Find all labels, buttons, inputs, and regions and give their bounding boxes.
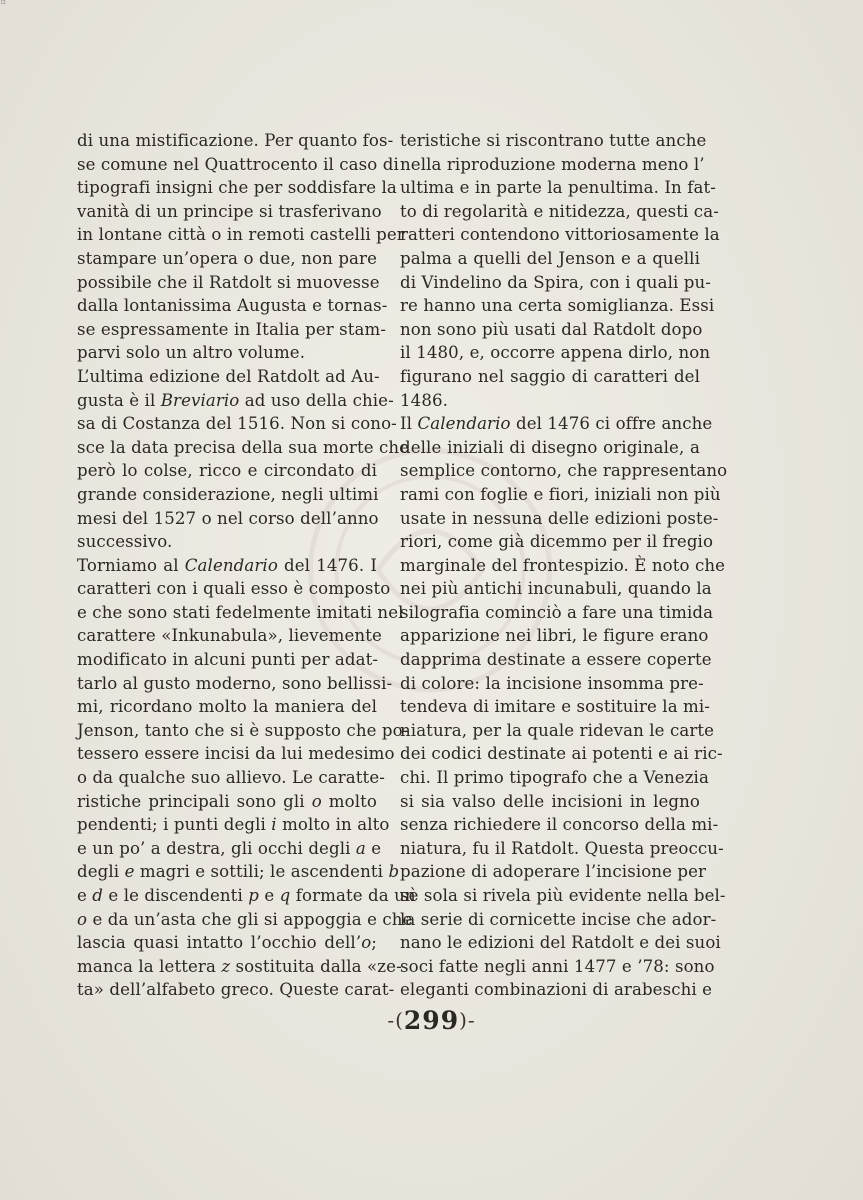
line-text: senza richiedere il concorso della mi- bbox=[400, 815, 719, 835]
text-line bbox=[400, 813, 719, 837]
text-line bbox=[400, 530, 714, 554]
line-text: successivo. bbox=[77, 532, 173, 552]
line-text: delle iniziali di disegno originale, a bbox=[400, 437, 700, 457]
text-line bbox=[77, 837, 382, 861]
line-text: molto in alto bbox=[276, 815, 390, 835]
left-text-column bbox=[77, 129, 416, 1002]
text-line bbox=[77, 223, 405, 247]
folio-left-ornament: -( bbox=[387, 1008, 404, 1032]
line-text: e che sono stati fedelmente imitati nel bbox=[77, 602, 404, 622]
line-text: se comune nel Quattrocento il caso di bbox=[77, 154, 399, 174]
italic-text: b bbox=[388, 862, 400, 882]
line-text: pazione di adoperare l’incisione per bbox=[400, 862, 707, 882]
italic-text: q bbox=[279, 886, 291, 905]
text-line bbox=[77, 601, 404, 625]
line-text: tessero essere incisi da lui medesimo bbox=[77, 744, 395, 764]
line-text: nano le edizioni del Ratdolt e dei suoi bbox=[400, 933, 721, 953]
line-text: modificato in alcuni punti per adat- bbox=[77, 650, 379, 670]
text-line bbox=[400, 601, 714, 625]
folio-right-ornament: )- bbox=[459, 1008, 476, 1032]
line-text: vanità di un principe si trasferivano bbox=[77, 201, 382, 221]
line-text: mi, ricordano molto la maniera del bbox=[77, 697, 377, 717]
line-text: del 1476 ci offre anche bbox=[510, 414, 713, 434]
line-text: in lontane città o in remoti castelli per bbox=[77, 225, 405, 245]
line-text: di una mistificazione. Per quanto fos- bbox=[77, 131, 394, 150]
text-line bbox=[400, 153, 705, 177]
text-line bbox=[400, 554, 726, 578]
line-text: stampare un’opera o due, non pare bbox=[77, 248, 377, 268]
text-line bbox=[400, 412, 713, 436]
italic-text: Calendario bbox=[184, 555, 278, 575]
text-line bbox=[77, 719, 409, 743]
text-line bbox=[400, 766, 709, 790]
line-text: figurano nel saggio di caratteri del bbox=[400, 366, 700, 386]
italic-text: o bbox=[311, 791, 322, 811]
text-line bbox=[400, 129, 707, 153]
line-text: to di regolarità e nitidezza, questi ca- bbox=[400, 201, 719, 221]
text-line bbox=[77, 271, 380, 295]
text-line bbox=[400, 624, 709, 648]
line-text: nella riproduzione moderna meno l’ bbox=[400, 154, 705, 174]
line-text: sè sola si rivela più evidente nella bel- bbox=[400, 886, 726, 905]
line-text: rami con foglie e fiori, iniziali non più bbox=[400, 484, 721, 504]
line-text: molto bbox=[321, 791, 377, 811]
line-text: e un po’ a destra, gli occhi degli bbox=[77, 838, 356, 858]
line-text: ta» dell’alfabeto greco. Queste carat- bbox=[77, 980, 395, 1000]
line-text: del 1476. I bbox=[277, 555, 377, 575]
line-text: formate da un bbox=[290, 886, 416, 905]
line-text: non sono più usati dal Ratdolt dopo bbox=[400, 319, 703, 339]
text-line bbox=[77, 389, 394, 413]
text-line bbox=[400, 223, 720, 247]
italic-text: i bbox=[271, 815, 277, 835]
line-text: possibile che il Ratdolt si muovesse bbox=[77, 272, 380, 292]
text-line bbox=[77, 459, 377, 483]
line-text: sostituita dalla «ze- bbox=[230, 956, 402, 976]
line-text: apparizione nei libri, le figure erano bbox=[400, 626, 709, 646]
line-text: di Vindelino da Spira, con i quali pu- bbox=[400, 272, 711, 292]
line-text: semplice contorno, che rappresentano bbox=[400, 461, 728, 481]
text-line bbox=[77, 318, 387, 342]
text-line bbox=[400, 200, 719, 224]
line-text: parvi solo un altro volume. bbox=[77, 343, 306, 363]
line-text: chi. Il primo tipografo che a Venezia bbox=[400, 768, 709, 788]
line-text: gusta è il bbox=[77, 390, 161, 410]
text-line bbox=[77, 341, 377, 365]
line-text: tendeva di imitare e sostituire la mi- bbox=[400, 697, 711, 717]
italic-text: d bbox=[92, 886, 104, 905]
line-text: sce la data precisa della sua morte che bbox=[77, 437, 410, 457]
italic-text: Breviario bbox=[160, 390, 240, 410]
text-line bbox=[77, 955, 402, 979]
line-text: però lo colse, ricco e circondato di bbox=[77, 461, 377, 481]
text-line bbox=[77, 129, 394, 153]
line-text: ultima e in parte la penultima. In fat- bbox=[400, 178, 716, 198]
line-text: magri e sottili; le ascendenti bbox=[134, 862, 389, 882]
line-text: 1486. bbox=[400, 390, 449, 410]
text-line bbox=[77, 648, 377, 672]
text-line bbox=[77, 294, 388, 318]
text-line bbox=[400, 483, 721, 507]
text-line bbox=[400, 790, 700, 814]
folio-number: 299 bbox=[403, 1006, 460, 1035]
line-text: ad uso della chie- bbox=[239, 390, 394, 410]
text-line bbox=[77, 884, 416, 908]
text-line bbox=[77, 908, 413, 932]
text-line bbox=[77, 672, 393, 696]
right-text-column bbox=[400, 129, 728, 1002]
line-text: nei più antichi incunabuli, quando la bbox=[400, 579, 712, 599]
text-line bbox=[400, 648, 712, 672]
text-line bbox=[77, 766, 385, 790]
line-text: dapprima destinate a essere coperte bbox=[400, 650, 712, 670]
line-text: e le discendenti bbox=[103, 886, 249, 905]
italic-text: a bbox=[355, 838, 366, 858]
line-text: pendenti; i punti degli bbox=[77, 815, 272, 835]
text-line bbox=[400, 742, 723, 766]
text-line bbox=[77, 507, 377, 531]
text-line bbox=[77, 790, 377, 814]
text-line bbox=[400, 978, 713, 1002]
line-text: teristiche si riscontrano tutte anche bbox=[400, 131, 707, 150]
text-line bbox=[77, 200, 382, 224]
line-text: o da qualche suo allievo. Le caratte- bbox=[77, 768, 385, 788]
text-line bbox=[77, 813, 390, 837]
text-line bbox=[400, 507, 719, 531]
text-line bbox=[77, 483, 377, 507]
line-text: tipografi insigni che per soddisfare la bbox=[77, 178, 397, 198]
line-text: eleganti combinazioni di arabeschi e bbox=[400, 980, 713, 1000]
text-line bbox=[400, 271, 711, 295]
text-line bbox=[77, 365, 380, 389]
text-line bbox=[400, 837, 724, 861]
text-line bbox=[400, 389, 700, 413]
line-text: degli bbox=[77, 862, 125, 882]
text-line bbox=[400, 294, 715, 318]
text-line bbox=[77, 695, 377, 719]
line-text: di colore: la incisione insomma pre- bbox=[400, 673, 704, 693]
text-line bbox=[77, 247, 377, 271]
corner-mark: ☐ bbox=[1, 0, 6, 6]
text-line bbox=[400, 365, 700, 389]
line-text: tarlo al gusto moderno, sono bellissi- bbox=[77, 673, 393, 693]
line-text: si sia valso delle incisioni in legno bbox=[400, 791, 700, 811]
line-text: Il bbox=[400, 414, 418, 434]
line-text: silografia cominciò a fare una timida bbox=[400, 602, 714, 622]
line-text: usate in nessuna delle edizioni poste- bbox=[400, 508, 719, 528]
text-line bbox=[77, 978, 395, 1002]
line-text: sa di Costanza del 1516. Non si cono- bbox=[77, 414, 397, 434]
text-line bbox=[77, 436, 410, 460]
text-line bbox=[400, 318, 703, 342]
line-text: ristiche principali sono gli bbox=[77, 791, 312, 811]
italic-text: p bbox=[248, 886, 259, 905]
text-line bbox=[77, 577, 391, 601]
text-line bbox=[400, 955, 715, 979]
line-text: Jenson, tanto che si è supposto che po- bbox=[77, 720, 409, 740]
line-text: Torniamo al bbox=[77, 555, 185, 575]
text-line bbox=[400, 247, 700, 271]
line-text: palma a quelli del Jenson e a quelli bbox=[400, 248, 700, 268]
text-line bbox=[400, 931, 721, 955]
text-line bbox=[400, 436, 700, 460]
text-line bbox=[400, 341, 711, 365]
text-line bbox=[77, 554, 377, 578]
italic-text: Calendario bbox=[417, 414, 511, 434]
line-text: dalla lontanissima Augusta e tornas- bbox=[77, 296, 388, 316]
text-line bbox=[400, 884, 726, 908]
text-line bbox=[77, 624, 382, 648]
line-text: ; bbox=[371, 933, 377, 953]
line-text: mesi del 1527 o nel corso dell’anno bbox=[77, 508, 379, 528]
line-text: caratteri con i quali esso è composto bbox=[77, 579, 391, 599]
italic-text: o bbox=[361, 933, 372, 953]
text-line bbox=[400, 672, 704, 696]
text-line bbox=[400, 908, 717, 932]
line-text: riori, come già dicemmo per il fregio bbox=[400, 532, 714, 552]
page-number bbox=[0, 1006, 863, 1035]
line-text: re hanno una certa somiglianza. Essi bbox=[400, 296, 715, 316]
line-text: la serie di cornicette incise che ador- bbox=[400, 909, 717, 929]
text-line bbox=[400, 577, 712, 601]
line-text: e bbox=[77, 886, 93, 905]
line-text: L’ultima edizione del Ratdolt ad Au- bbox=[77, 366, 380, 386]
line-text: soci fatte negli anni 1477 e ’78: sono bbox=[400, 956, 715, 976]
text-line bbox=[400, 459, 728, 483]
line-text: niatura, per la quale ridevan le carte bbox=[400, 720, 715, 740]
text-line bbox=[77, 530, 377, 554]
line-text: e bbox=[258, 886, 280, 905]
text-line bbox=[77, 176, 397, 200]
italic-text: o bbox=[77, 909, 88, 929]
line-text: carattere «Inkunabula», lievemente bbox=[77, 626, 382, 646]
text-line bbox=[77, 931, 377, 955]
line-text: niatura, fu il Ratdolt. Questa preoccu- bbox=[400, 838, 724, 858]
line-text: marginale del frontespizio. È noto che bbox=[400, 555, 726, 575]
line-text: se espressamente in Italia per stam- bbox=[77, 319, 387, 339]
text-line bbox=[400, 176, 716, 200]
line-text: manca la lettera bbox=[77, 956, 222, 976]
text-line bbox=[400, 695, 711, 719]
line-text: il 1480, e, occorre appena dirlo, non bbox=[400, 343, 711, 363]
italic-text: z bbox=[221, 956, 231, 976]
line-text: lascia quasi intatto l’occhio dell’ bbox=[77, 933, 362, 953]
italic-text: e bbox=[124, 862, 135, 882]
line-text: grande considerazione, negli ultimi bbox=[77, 484, 379, 504]
text-line bbox=[400, 860, 707, 884]
text-line bbox=[77, 153, 399, 177]
text-line bbox=[77, 860, 400, 884]
line-text: dei codici destinate ai potenti e ai ric- bbox=[400, 744, 723, 764]
text-line bbox=[77, 412, 397, 436]
line-text: ratteri contendono vittoriosamente la bbox=[400, 225, 720, 245]
text-line bbox=[400, 719, 715, 743]
line-text: e bbox=[365, 838, 382, 858]
text-line bbox=[77, 742, 395, 766]
line-text: e da un’asta che gli si appoggia e che bbox=[87, 909, 413, 929]
